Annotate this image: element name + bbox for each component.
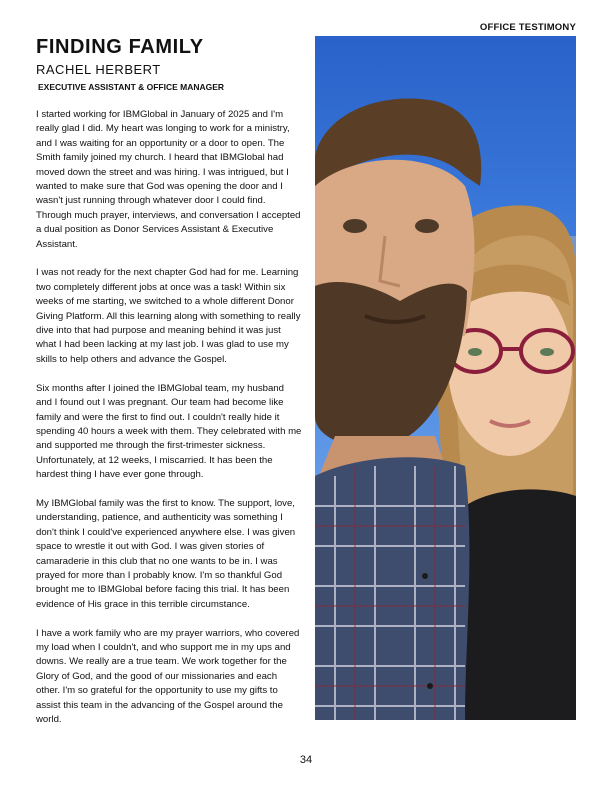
author-name: RACHEL HERBERT [36, 62, 161, 77]
paragraph-4: My IBMGlobal family was the first to know. The support, love, understanding, patience, and authenticity was something I don't think I could've experienced anywhere else. I was given space to wrestle it out with God. I was given stories of camaraderie in this club that no one wants to be in. I was prayed for more than I probably know. I'm so thankful God brought me to IBMGlobal before facing this trial. It has been evidence of His grace in this terrible circumstance. [36, 497, 296, 610]
section-label: OFFICE TESTIMONY [479, 22, 576, 33]
couple-photo [315, 36, 576, 720]
paragraph-1: I started working for IBMGlobal in January of 2025 and I'm really glad I did. My heart was longing to work for a ministry, and I was waiting for an opportunity or a door to open. The Smith family joined my church. I heard that IBMGlobal had moved down the street and was hiring. I was intrigued, but I wanted to make sure that God was opening the door and I wasn't just running through whatever door I could find. Through much prayer, interviews, and conversation I accepted a dual position as Donor Services Assistant & Executive Assistant. [36, 109, 301, 250]
paragraph-5: I have a work family who are my prayer warriors, who covered my load when I couldn't, and who support me in my ups and downs. We really are a true team. We work together for the Glory of God, and the good of our missionaries and each other. I'm so grateful for the opportunity to use my gifts to assist this team in the advancing of the Gospel around the world. [36, 627, 300, 725]
paragraph-3: Six months after I joined the IBMGlobal team, my husband and I found out I was pregnant. Our team had become like family and were the first to find out. I couldn't really hide it spending 40 hours a week with them. They celebrated with me and supported me through the first-trimester sickness. Unfortunately, at 12 weeks, I miscarried. It has been the hardest thing I have ever gone through. [36, 382, 302, 481]
article-title: FINDING FAMILY [36, 36, 204, 58]
author-role: EXECUTIVE ASSISTANT & OFFICE MANAGER [38, 82, 225, 92]
paragraph-2: I was not ready for the next chapter God had for me. Learning two completely different jobs at once was a task! Within six weeks of me starting, we switched to a whole different Donor Giving Platform. All this learning along with something to really dive into that had purpose and meaning behind it was just what I had been lacking at my last job. I was glad to use my skills to help others and advance the Gospel. [36, 267, 301, 365]
page-number: 34 [299, 754, 313, 766]
article-body [36, 108, 302, 742]
